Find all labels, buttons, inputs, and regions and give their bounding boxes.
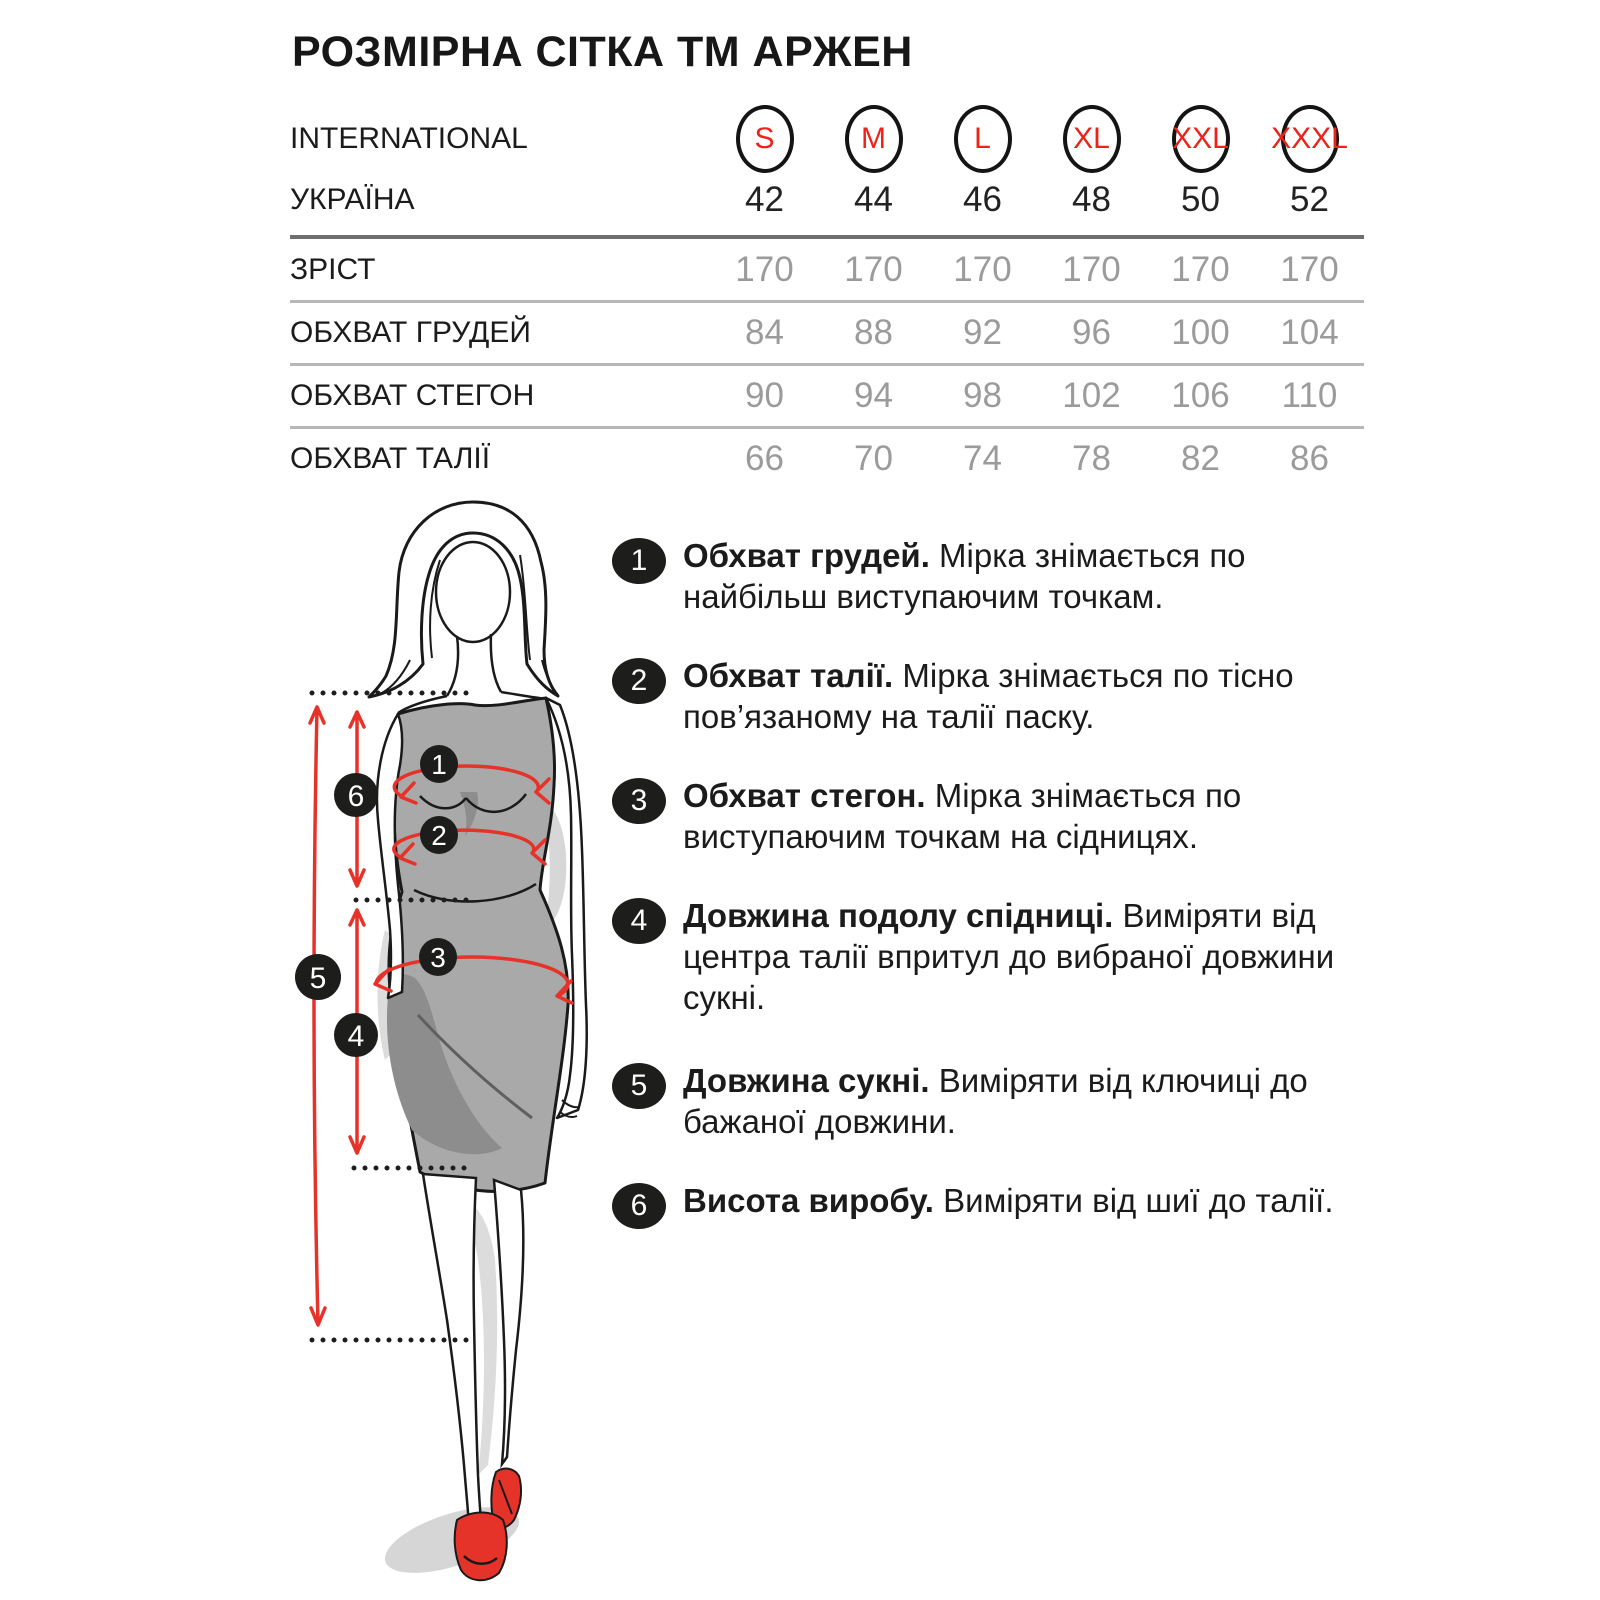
marker-number-6: 6 (347, 780, 365, 813)
bust-value: 96 (1072, 313, 1111, 352)
size-cell (819, 105, 928, 173)
legend-desc: Виміряти від шиї до талії. (943, 1182, 1334, 1219)
woman-measurement-illustration (290, 500, 630, 1600)
size-cell (928, 105, 1037, 173)
hips-value: 106 (1171, 376, 1230, 415)
marker-number-3: 3 (430, 942, 446, 973)
legend-item-item-height (612, 1180, 1372, 1221)
legend-text (683, 1060, 1348, 1142)
legend-desc: Виміряти від ключиці до бажаної довжини. (683, 1062, 1308, 1140)
height-value: 170 (735, 250, 794, 289)
size-circle-m: M (845, 105, 903, 173)
legend-number: 3 (630, 784, 648, 817)
legend-item-bust (612, 535, 1372, 617)
legend-term: Обхват стегон. (683, 777, 926, 814)
hips-row-label: ОБХВАТ СТЕГОН (290, 379, 535, 412)
table-row-height (290, 248, 1364, 292)
ukraine-size-value: 50 (1181, 180, 1220, 219)
ukraine-size-value: 44 (854, 180, 893, 219)
legend-term: Висота виробу. (683, 1182, 934, 1219)
legend-number: 1 (630, 544, 648, 577)
hips-value: 102 (1062, 376, 1121, 415)
neck-lines (447, 634, 501, 696)
height-value: 170 (844, 250, 903, 289)
size-cell (1255, 105, 1364, 173)
legend-item-waist (612, 655, 1372, 737)
legend-term: Довжина подолу спідниці. (683, 897, 1114, 934)
size-circle-xl: XL (1063, 105, 1121, 173)
page-title: РОЗМІРНА СІТКА ТМ АРЖЕН (292, 28, 913, 76)
height-row-label: ЗРІСТ (290, 253, 376, 286)
marker-number-4: 4 (347, 1020, 365, 1053)
table-divider-heavy (290, 235, 1364, 239)
size-circle-xxl: XXL (1172, 105, 1230, 173)
legend-item-hips (612, 775, 1372, 857)
legend-number: 2 (630, 664, 648, 697)
legend-number: 4 (630, 904, 648, 937)
height-value: 170 (1171, 250, 1230, 289)
height-value: 170 (1062, 250, 1121, 289)
waist-value: 82 (1181, 439, 1220, 478)
legend-desc: Мірка знімається по тісно пов’язаному на талії паску. (683, 657, 1294, 735)
legend-text (683, 775, 1348, 857)
height-value: 170 (1280, 250, 1339, 289)
legend-number: 5 (630, 1069, 648, 1102)
waist-value: 78 (1072, 439, 1111, 478)
hips-value: 110 (1281, 376, 1338, 415)
dress-length-arrow-5 (310, 707, 325, 1325)
marker-number-1: 1 (431, 749, 447, 780)
size-circle-s: S (736, 105, 794, 173)
rear-leg (494, 1180, 523, 1464)
bust-value: 100 (1171, 313, 1230, 352)
ukraine-size-value: 46 (963, 180, 1002, 219)
legend-text (683, 1180, 1348, 1221)
table-row-bust (290, 311, 1364, 355)
hips-value: 98 (963, 376, 1002, 415)
legend-desc: Виміряти від центра талії впритул до вибраної довжини сукні. (683, 897, 1335, 1016)
legend-desc: Мірка знімається по виступаючим точкам на сідницях. (683, 777, 1242, 855)
legend-term: Довжина сукні. (683, 1062, 930, 1099)
legend-item-skirt-length (612, 895, 1372, 1018)
table-divider (290, 300, 1364, 303)
waist-value: 70 (854, 439, 893, 478)
waist-value: 86 (1290, 439, 1329, 478)
table-row-hips (290, 374, 1364, 418)
front-leg (423, 1174, 481, 1526)
bust-row-label: ОБХВАТ ГРУДЕЙ (290, 316, 531, 349)
woman-figure-svg (290, 500, 630, 1600)
size-circle-xxxl: XXXL (1281, 105, 1339, 173)
marker-number-2: 2 (431, 820, 447, 851)
face (436, 542, 510, 642)
legend-term: Обхват грудей. (683, 537, 930, 574)
ukraine-label: УКРАЇНА (290, 183, 415, 216)
legend-term: Обхват талії. (683, 657, 894, 694)
ukraine-size-value: 42 (745, 180, 784, 219)
legend-desc: Мірка знімається по найбільш виступаючим точкам. (683, 537, 1246, 615)
legend-text (683, 895, 1348, 1018)
table-row-ukraine (290, 178, 1364, 222)
ukraine-size-value: 52 (1290, 180, 1329, 219)
ukraine-size-value: 48 (1072, 180, 1111, 219)
height-value: 170 (953, 250, 1012, 289)
legend-text (683, 535, 1348, 617)
hips-value: 94 (854, 376, 893, 415)
table-divider (290, 426, 1364, 429)
size-cell (1146, 105, 1255, 173)
table-row-waist (290, 437, 1364, 481)
hips-value: 90 (745, 376, 784, 415)
size-cell (1037, 105, 1146, 173)
waist-row-label: ОБХВАТ ТАЛІЇ (290, 442, 491, 475)
legend-text (683, 655, 1348, 737)
marker-number-5: 5 (309, 962, 327, 995)
international-label: INTERNATIONAL (290, 122, 528, 155)
bust-value: 92 (963, 313, 1002, 352)
legend-number: 6 (630, 1189, 648, 1222)
table-row-international (290, 104, 1364, 174)
waist-value: 66 (745, 439, 784, 478)
bust-value: 104 (1280, 313, 1339, 352)
front-shoe (455, 1513, 507, 1581)
waist-value: 74 (963, 439, 1002, 478)
size-circle-l: L (954, 105, 1012, 173)
bust-value: 84 (745, 313, 784, 352)
size-cell (710, 105, 819, 173)
table-divider (290, 363, 1364, 366)
bust-value: 88 (854, 313, 893, 352)
legend-item-dress-length (612, 1060, 1372, 1142)
